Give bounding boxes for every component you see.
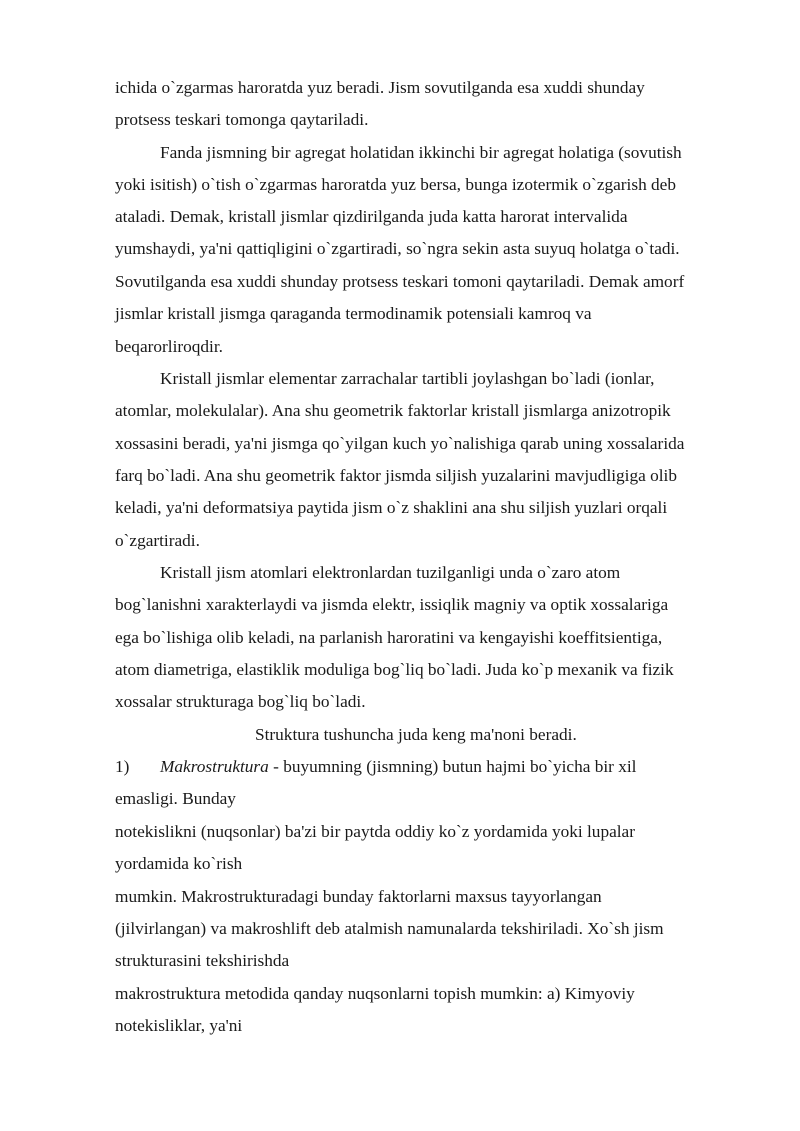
text-line: xossasini beradi, ya'ni jismga qo`yilgan kuch yo`nalishiga qarab uning xossalarida bbox=[115, 434, 685, 453]
text-line: ataladi. Demak, kristall jismlar qizdirilganda juda katta harorat intervalida bbox=[115, 207, 628, 226]
text-line: farq bo`ladi. Ana shu geometrik faktor jismda siljish yuzalarini mavjudligiga olib bbox=[115, 466, 678, 485]
paragraph-start: Kristall jism atomlari elektronlardan tuzilganligi unda o`zaro atom bbox=[160, 563, 621, 582]
item-term: Makrostruktura bbox=[160, 757, 269, 776]
text-line: atom diametriga, elastiklik moduliga bog`liq bo`ladi. Juda ko`p mexanik va fizik bbox=[115, 660, 674, 679]
text-line: protsess teskari tomonga qaytariladi. bbox=[115, 110, 369, 129]
text-line: mumkin. Makrostrukturadagi bunday faktorlarni maxsus tayyorlangan bbox=[115, 887, 602, 906]
paragraph-start: Kristall jismlar elementar zarrachalar tartibli joylashgan bo`ladi (ionlar, bbox=[160, 369, 655, 388]
text-line: yumshaydi, ya'ni qattiqligini o`zgartiradi, so`ngra sekin asta suyuq holatga o`tadi. bbox=[115, 239, 680, 258]
paragraph-start: Fanda jismning bir agregat holatidan ikkinchi bir agregat holatiga (sovutish bbox=[160, 143, 682, 162]
text-line: notekislikni (nuqsonlar) ba'zi bir paytda oddiy ko`z yordamida yoki lupalar bbox=[115, 822, 635, 841]
text-line: strukturasini tekshirishda bbox=[115, 951, 290, 970]
text-line: bog`lanishni xarakterlaydi va jismda elektr, issiqlik magniy va optik xossalariga bbox=[115, 595, 669, 614]
text-line: Sovutilganda esa xuddi shunday protsess teskari tomoni qaytariladi. Demak amorf bbox=[115, 272, 685, 291]
text-line: jismlar kristall jismga qaraganda termodinamik potensiali kamroq va bbox=[115, 304, 592, 323]
text-line: makrostruktura metodida qanday nuqsonlarni topish mumkin: a) Kimyoviy bbox=[115, 984, 635, 1003]
text-line: yoki isitish) o`tish o`zgarmas haroratda yuz bersa, bunga izotermik o`zgarish deb bbox=[115, 175, 676, 194]
text-line: beqarorliroqdir. bbox=[115, 337, 223, 356]
item-text: - buyumning (jismning) butun hajmi bo`yicha bir xil bbox=[268, 757, 637, 776]
text-line: xossalar strukturaga bog`liq bo`ladi. bbox=[115, 692, 366, 711]
text-line: keladi, ya'ni deformatsiya paytida jism o`z shaklini ana shu siljish yuzlari orqali bbox=[115, 498, 668, 517]
text-line: (jilvirlangan) va makroshlift deb atalmish namunalarda tekshiriladi. Xo`sh jism bbox=[115, 919, 664, 938]
text-line: emasligi. Bunday bbox=[115, 789, 236, 808]
text-line: yordamida ko`rish bbox=[115, 854, 243, 873]
item-number: 1) bbox=[115, 757, 130, 776]
centered-heading: Struktura tushuncha juda keng ma'noni beradi. bbox=[255, 725, 577, 744]
text-line: o`zgartiradi. bbox=[115, 531, 200, 550]
text-line: ega bo`lishiga olib keladi, na parlanish haroratini va kengayishi koeffitsientiga, bbox=[115, 628, 663, 647]
text-line: notekisliklar, ya'ni bbox=[115, 1016, 243, 1035]
text-line: atomlar, molekulalar). Ana shu geometrik faktorlar kristall jismlarga anizotropik bbox=[115, 401, 671, 420]
text-line: ichida o`zgarmas haroratda yuz beradi. Jism sovutilganda esa xuddi shunday bbox=[115, 78, 645, 97]
